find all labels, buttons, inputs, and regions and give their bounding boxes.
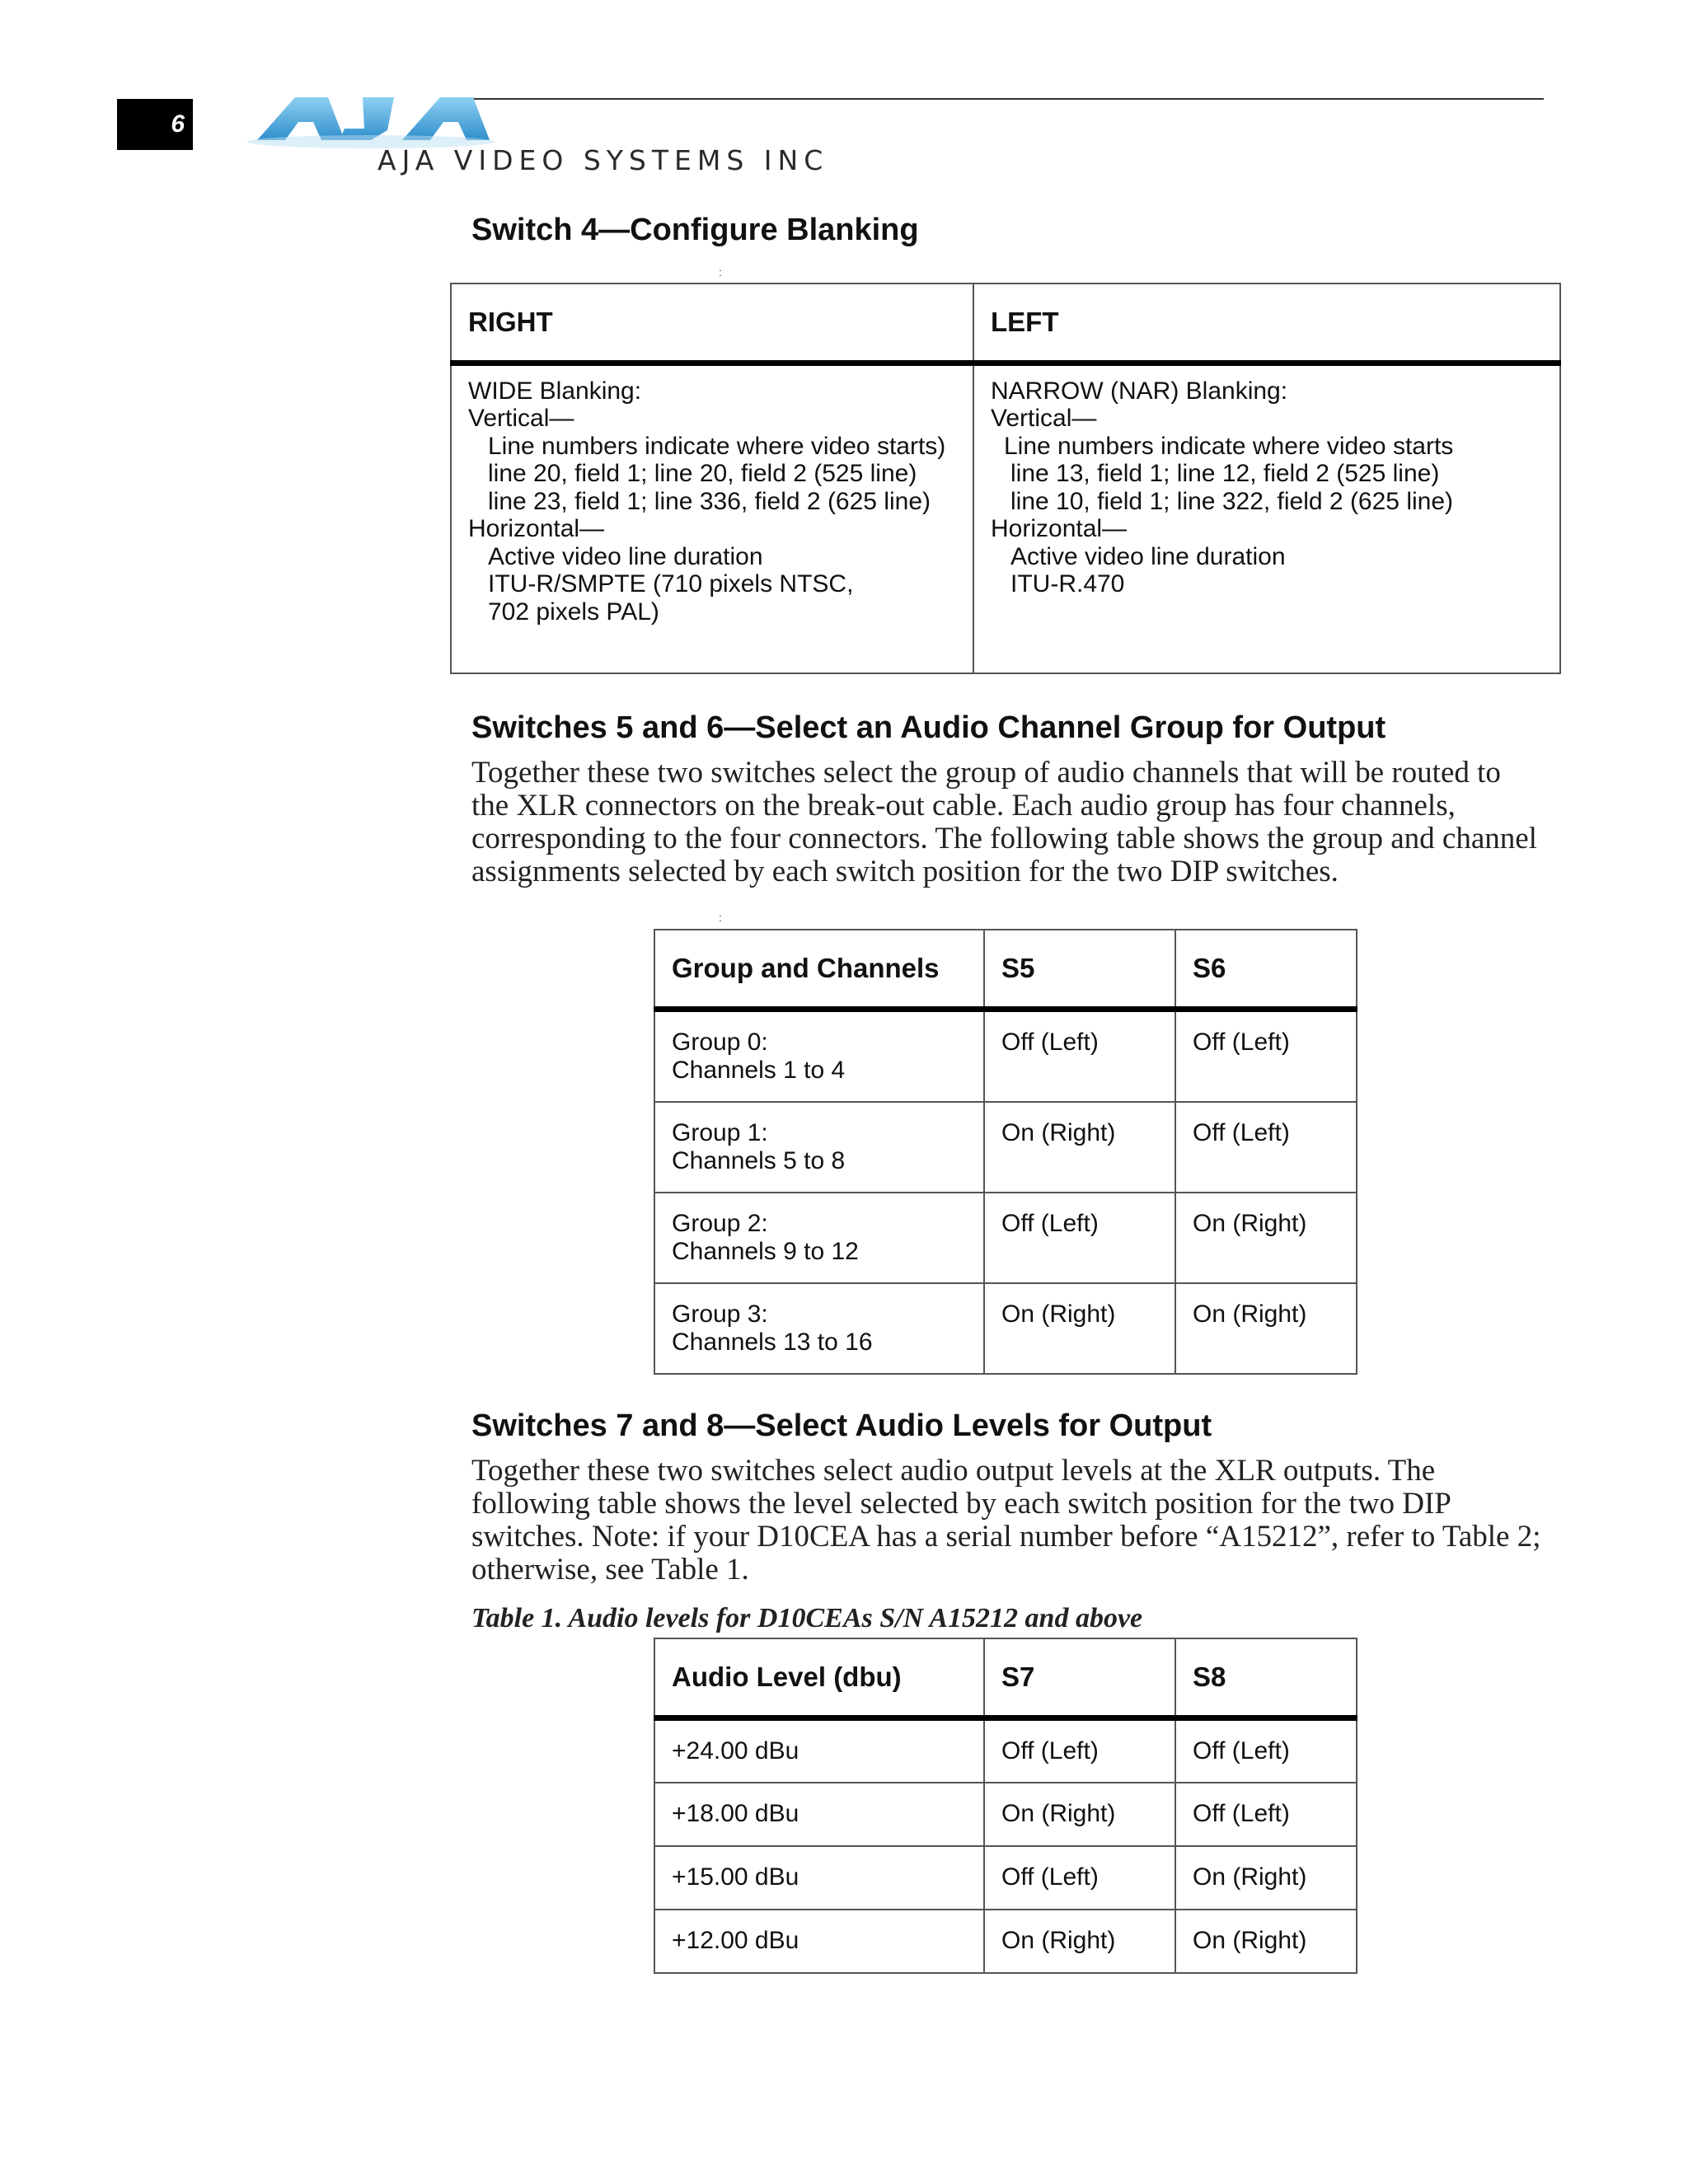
group-label: Group 0: [672, 1028, 768, 1056]
group-cell [654, 1102, 984, 1193]
left-line: Active video line duration [1010, 542, 1286, 570]
channels-label: Channels 9 to 12 [672, 1237, 859, 1265]
group-label: Group 3: [672, 1300, 768, 1328]
level-cell: +12.00 dBu [654, 1910, 984, 1973]
s7-cell: Off (Left) [984, 1846, 1175, 1910]
channels-label: Channels 1 to 4 [672, 1056, 846, 1084]
left-line: ITU-R.470 [1010, 570, 1125, 598]
table-row [654, 1283, 1357, 1374]
marker-dot: : [719, 911, 722, 924]
audio-group-table [654, 929, 1357, 1375]
s8-cell: Off (Left) [1175, 1783, 1357, 1846]
right-line: Line numbers indicate where video starts) [488, 432, 946, 460]
table-row [654, 1009, 1357, 1102]
s5-cell: On (Right) [984, 1102, 1175, 1193]
col-header-s5: S5 [984, 930, 1175, 1009]
group-label: Group 1: [672, 1118, 768, 1146]
table-header-right: RIGHT [451, 284, 973, 363]
section-heading-switches-5-6: Switches 5 and 6—Select an Audio Channel Group for Output [471, 710, 1386, 745]
left-line: NARROW (NAR) Blanking: [991, 377, 1288, 405]
col-header-level: Audio Level (dbu) [654, 1638, 984, 1718]
col-header-s8: S8 [1175, 1638, 1357, 1718]
level-cell: +24.00 dBu [654, 1718, 984, 1783]
s7-cell: On (Right) [984, 1783, 1175, 1846]
section-2-paragraph: Together these two switches select the group of audio channels that will be routed to the XLR connectors on the break-out cable. Each audio group has four channels, corresponding to the four connectors. The following table shows the group and channel assignments selected by each switch position for the two DIP switches. [471, 756, 1537, 888]
s6-cell: Off (Left) [1175, 1009, 1357, 1102]
table-row [654, 1783, 1357, 1846]
table-row [654, 1193, 1357, 1283]
s5-cell: Off (Left) [984, 1009, 1175, 1102]
page-number: 6 [117, 99, 193, 150]
table-row [654, 1102, 1357, 1193]
right-line: 702 pixels PAL) [488, 598, 659, 626]
s7-cell: Off (Left) [984, 1718, 1175, 1783]
s6-cell: On (Right) [1175, 1193, 1357, 1283]
table-header-left: LEFT [973, 284, 1560, 363]
left-line: Line numbers indicate where video starts [1004, 432, 1454, 460]
left-line: Horizontal— [991, 515, 1128, 542]
table-row [654, 1846, 1357, 1910]
col-header-s6: S6 [1175, 930, 1357, 1009]
channels-label: Channels 5 to 8 [672, 1146, 846, 1174]
group-cell [654, 1009, 984, 1102]
right-line: Vertical— [468, 405, 574, 432]
s8-cell: Off (Left) [1175, 1718, 1357, 1783]
level-cell: +18.00 dBu [654, 1783, 984, 1846]
group-cell [654, 1283, 984, 1374]
right-line: Horizontal— [468, 515, 605, 542]
right-line: ITU-R/SMPTE (710 pixels NTSC, [488, 570, 854, 598]
audio-level-table [654, 1638, 1357, 1974]
group-label: Group 2: [672, 1209, 768, 1237]
section-heading-switch-4: Switch 4—Configure Blanking [471, 213, 919, 247]
col-header-s7: S7 [984, 1638, 1175, 1718]
group-cell [654, 1193, 984, 1283]
right-cell [451, 363, 973, 673]
blanking-table [450, 283, 1561, 674]
right-line: line 23, field 1; line 336, field 2 (625 line) [488, 487, 931, 515]
left-line: line 10, field 1; line 322, field 2 (625 line) [1010, 487, 1454, 515]
level-cell: +15.00 dBu [654, 1846, 984, 1910]
right-line: line 20, field 1; line 20, field 2 (525 line) [488, 460, 917, 487]
right-line: Active video line duration [488, 542, 763, 570]
table-caption: Table 1. Audio levels for D10CEAs S/N A15212 and above [471, 1603, 1143, 1633]
s8-cell: On (Right) [1175, 1846, 1357, 1910]
s5-cell: On (Right) [984, 1283, 1175, 1374]
section-heading-switches-7-8: Switches 7 and 8—Select Audio Levels for Output [471, 1408, 1212, 1443]
logo-subtitle: AJA VIDEO SYSTEMS INC [377, 144, 829, 176]
s6-cell: Off (Left) [1175, 1102, 1357, 1193]
table-row [654, 1910, 1357, 1973]
s5-cell: Off (Left) [984, 1193, 1175, 1283]
s7-cell: On (Right) [984, 1910, 1175, 1973]
marker-dot: : [719, 265, 722, 279]
left-line: line 13, field 1; line 12, field 2 (525 line) [1010, 460, 1440, 487]
s6-cell: On (Right) [1175, 1283, 1357, 1374]
s8-cell: On (Right) [1175, 1910, 1357, 1973]
channels-label: Channels 13 to 16 [672, 1328, 873, 1356]
left-line: Vertical— [991, 405, 1097, 432]
right-line: WIDE Blanking: [468, 377, 642, 405]
left-cell [973, 363, 1560, 673]
section-3-paragraph: Together these two switches select audio output levels at the XLR outputs. The following table shows the level selected by each switch position for the two DIP switches. Note: if your D10CEA has a serial number before “A15212”, refer to Table 2; otherwise, see Table 1. [471, 1454, 1541, 1586]
table-row [654, 1718, 1357, 1783]
col-header-group: Group and Channels [654, 930, 984, 1009]
